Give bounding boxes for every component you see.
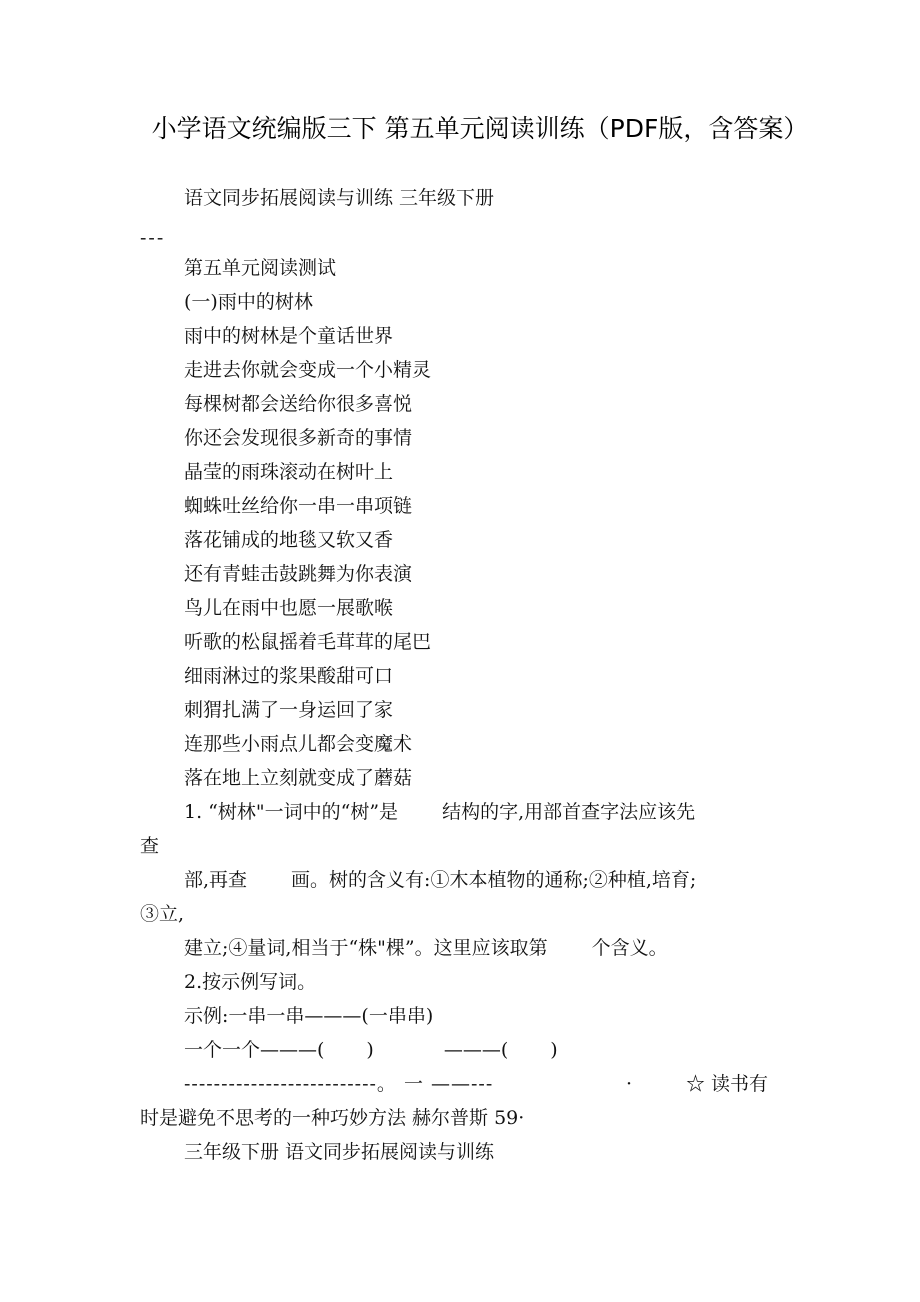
subtitle: 语文同步拓展阅读与训练 三年级下册 xyxy=(184,187,495,209)
poem-line: 落在地上立刻就变成了蘑菇 xyxy=(184,767,413,789)
poem-line: 落花铺成的地毯又软又香 xyxy=(184,529,394,551)
poem-title: (一)雨中的树林 xyxy=(184,291,313,313)
footer-quote: 时是避免不思考的一种巧妙方法 赫尔普斯 59· xyxy=(140,1107,525,1129)
page-title: 小学语文统编版三下 第五单元阅读训练（PDF版，含答案） xyxy=(151,114,809,143)
question-1-line-3 xyxy=(184,936,668,960)
section-title: 第五单元阅读测试 xyxy=(184,257,337,279)
poem-line: 每棵树都会送给你很多喜悦 xyxy=(184,393,413,415)
poem-line: 鸟儿在雨中也愿一展歌喉 xyxy=(184,597,394,619)
poem-line: 听歌的松鼠摇着毛茸茸的尾巴 xyxy=(184,631,432,653)
poem-line: 晶莹的雨珠滚动在树叶上 xyxy=(184,461,394,483)
poem-line: 蜘蛛吐丝给你一串一串项链 xyxy=(184,495,413,517)
q1-text: 部,再查 xyxy=(184,869,248,891)
separator: --- xyxy=(140,227,166,249)
footer-quote-start: ☆ 读书有 xyxy=(686,1073,769,1095)
q2-item: ———( xyxy=(443,1039,509,1061)
q1-text: 建立;④量词,相当于“株"棵”。这里应该取第 xyxy=(184,937,548,959)
q2-item: ) xyxy=(366,1039,374,1061)
question-1-line-1 xyxy=(184,800,695,824)
poem-line: 还有青蛙击鼓跳舞为你表演 xyxy=(184,563,413,585)
poem-line: 雨中的树林是个童话世界 xyxy=(184,325,394,347)
next-page-header: 三年级下册 语文同步拓展阅读与训练 xyxy=(184,1141,495,1163)
q1-text: 结构的字,用部首查字法应该先 xyxy=(442,801,696,823)
q1-text: 1. “树林"一词中的“树”是 xyxy=(184,801,399,823)
footer-dot: · xyxy=(626,1073,633,1095)
question-2-items xyxy=(184,1038,558,1062)
footer-dashes xyxy=(184,1072,493,1096)
poem-line: 连那些小雨点儿都会变魔术 xyxy=(184,733,413,755)
poem-line: 你还会发现很多新奇的事情 xyxy=(184,427,413,449)
poem-line: 刺猬扎满了一身运回了家 xyxy=(184,699,394,721)
q1-wrap: ③立, xyxy=(140,903,185,925)
q1-text: 画。树的含义有:①木本植物的通称;②种植,培育; xyxy=(291,869,697,891)
poem-line: 细雨淋过的浆果酸甜可口 xyxy=(184,665,394,687)
poem-line: 走进去你就会变成一个小精灵 xyxy=(184,359,432,381)
dash-line: --------------------------。 xyxy=(184,1073,397,1095)
question-2-title: 2.按示例写词。 xyxy=(184,971,317,993)
q1-text: 个含义。 xyxy=(591,937,668,959)
dash-mid: 一 ——--- xyxy=(403,1073,494,1095)
q2-item: 一个一个———( xyxy=(184,1039,325,1061)
q1-wrap: 查 xyxy=(140,835,160,857)
q2-item: ) xyxy=(550,1039,558,1061)
question-1-line-2 xyxy=(184,868,696,892)
question-2-example: 示例:一串一串———(一串串) xyxy=(184,1005,434,1027)
